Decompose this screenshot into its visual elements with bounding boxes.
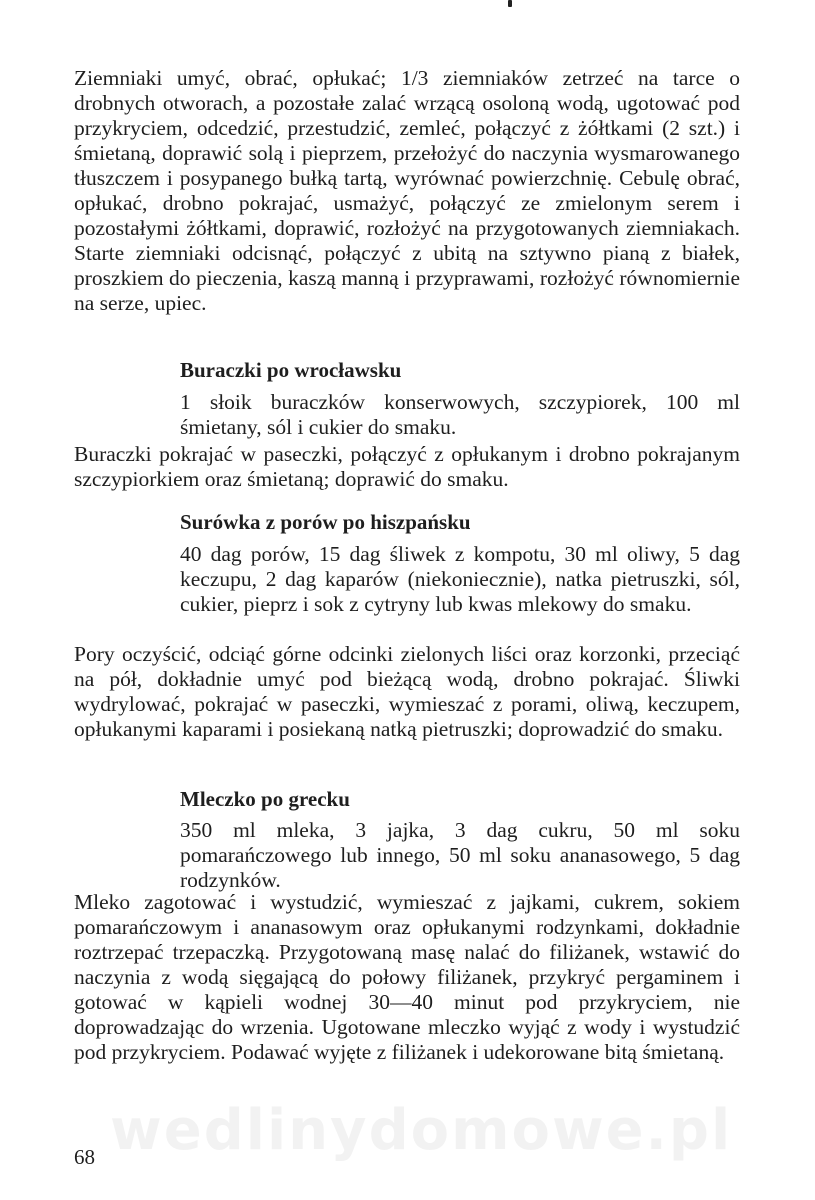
- recipe-instructions-buraczki: Buraczki pokrajać w paseczki, połączyć z opłukanym i drobno pokrajanym szczypiorkiem oraz śmietaną; doprawić do smaku.: [74, 442, 740, 491]
- recipe-title-surowka: Surówka z porów po hiszpańsku: [180, 510, 471, 534]
- watermark: wedlinydomowe.pl: [110, 1098, 733, 1163]
- recipe-ingredients-mleczko: 350 ml mleka, 3 jajka, 3 dag cukru, 50 ml soku pomarańczowego lub innego, 50 ml soku ananasowego, 5 dag rodzynków.: [180, 818, 740, 892]
- recipe-instructions-mleczko: Mleko zagotować i wystudzić, wymieszać z jajkami, cukrem, sokiem pomarańczowym i ananasowym oraz opłukanymi rodzynkami, dokładnie roztrzepać trzepaczką. Przygotowaną masę nalać do filiżanek, wstawić do naczynia z wodą sięgającą do połowy filiżanek, przykryć pergaminem i gotować w kąpieli wodnej 30—40 minut pod przykryciem, nie doprowadzając do wrzenia. Ugotowane mleczko wyjąć z wody i wystudzić pod przykryciem. Podawać wyjęte z filiżanek i udekorowane bitą śmietaną.: [74, 890, 740, 1064]
- recipe-ingredients-surowka: 40 dag porów, 15 dag śliwek z kompotu, 30 ml oliwy, 5 dag keczupu, 2 dag kaparów (niekoniecznie), natka pietruszki, sól, cukier, pieprz i sok z cytryny lub kwas mlekowy do smaku.: [180, 542, 740, 616]
- recipe-title-mleczko: Mleczko po grecku: [180, 787, 350, 811]
- recipe-title-buraczki: Buraczki po wrocławsku: [180, 358, 402, 382]
- page-number: 68: [74, 1145, 95, 1169]
- recipe-instructions-surowka: Pory oczyścić, odciąć górne odcinki zielonych liści oraz korzonki, przeciąć na pół, dokładnie umyć pod bieżącą wodą, drobno pokrajać. Śliwki wydrylować, pokrajać w paseczki, wymieszać z porami, oliwą, keczupem, opłukanymi kaparami i posiekaną natką pietruszki; doprowadzić do smaku.: [74, 642, 740, 741]
- recipe-ingredients-buraczki: 1 słoik buraczków konserwowych, szczypiorek, 100 ml śmietany, sól i cukier do smaku.: [180, 390, 740, 439]
- top-edge-mark: [508, 0, 512, 7]
- intro-paragraph: Ziemniaki umyć, obrać, opłukać; 1/3 ziemniaków zetrzeć na tarce o drobnych otworach, a pozostałe zalać wrzącą osoloną wodą, ugotować pod przykryciem, odcedzić, przestudzić, zemleć, połączyć z żółtkami (2 szt.) i śmietaną, doprawić solą i pieprzem, przełożyć do naczynia wysmarowanego tłuszczem i posypanego bułką tartą, wyrównać powierzchnię. Cebulę obrać, opłukać, drobno pokrajać, usmażyć, połączyć ze zmielonym serem i pozostałymi żółtkami, doprawić, rozłożyć na przygotowanych ziemniakach. Starte ziemniaki odcisnąć, połączyć z ubitą na sztywno pianą z białek, proszkiem do pieczenia, kaszą manną i przyprawami, rozłożyć równomiernie na serze, upiec.: [74, 66, 740, 315]
